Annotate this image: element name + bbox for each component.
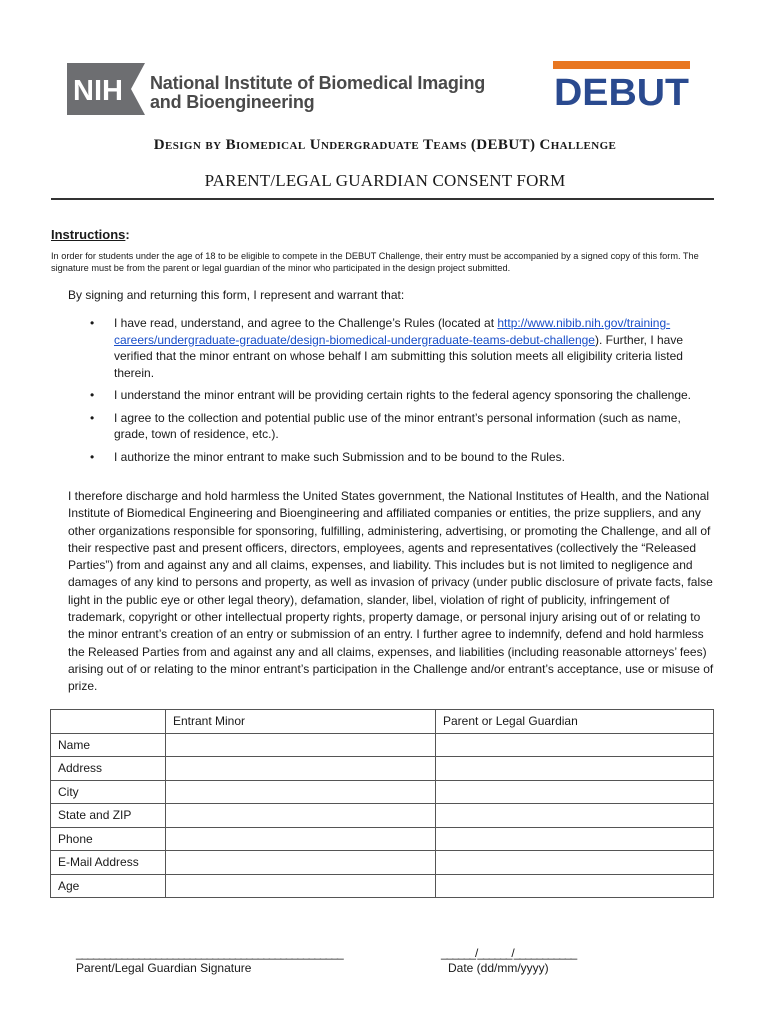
instructions-heading (51, 227, 130, 242)
guardian-city-field[interactable] (436, 780, 714, 804)
list-item-text: I understand the minor entrant will be providing certain rights to the federal agency sponsoring the challenge. (114, 388, 692, 402)
signature-label: Parent/Legal Guardian Signature (76, 961, 252, 975)
table-header-row (51, 710, 714, 734)
guardian-email-field[interactable] (436, 851, 714, 875)
form-subtitle: PARENT/LEGAL GUARDIAN CONSENT FORM (204, 171, 566, 190)
guardian-name-field[interactable] (436, 733, 714, 757)
instructions-text: In order for students under the age of 18 to be eligible to compete in the DEBUT Challenge, their entry must be accompanied by a signed copy of this form. The signature must be from the parent or legal guardian of the minor who participated in the design project submitted. (51, 251, 699, 273)
bullet-icon: • (90, 410, 95, 425)
entrant-info-table (50, 709, 714, 898)
debut-logo-text: DEBUT (554, 72, 689, 107)
institute-name (150, 74, 485, 112)
guardian-address-field[interactable] (436, 757, 714, 781)
bullet-icon: • (90, 316, 95, 330)
debut-logo (553, 61, 690, 107)
entrant-email-field[interactable] (166, 851, 436, 875)
release-paragraph: I therefore discharge and hold harmless the United States government, the National Institutes of Health, and the National Institute of Biomedical Engineering and Bioengineering and affiliated companies or entities, the prize suppliers, and any other organizations responsible for sponsoring, fulfilling, administering, advertising, or promoting the Challenge, and all of their respective past and present officers, directors, employees, agents and representatives (collectively the “Released Parties”) from and against any and all claims, expenses, and liability. This includes but is not limited to negligence and damages of any kind to persons and property, as well as invasion of privacy (under public disclosure of private facts, false light in the public eye or other legal theory), defamation, slander, libel, violation of right of publicity, infringement of trademark, copyright or other intellectual property rights, property damage, or personal injury arising out of or relating to the minor entrant’s creation of an entry or submission of an entry. I further agree to indemnify, defend and hold harmless the Released Parties from and against any and all claims, expenses, and liabilities (including reasonable attorneys’ fees) arising out of or relating to the minor entrant’s participation in the Challenge and/or entrant’s acceptance, use or misuse of prize. (68, 489, 714, 694)
list-item-text: I authorize the minor entrant to make such Submission and to be bound to the Rules. (114, 449, 565, 464)
list-item-text: I agree to the collection and potential public use of the minor entrant’s personal information (such as name, grade, town of residence, etc.). (114, 410, 681, 441)
row-label: State and ZIP (51, 804, 166, 828)
table-row (51, 757, 714, 781)
date-line[interactable]: ______/______/___________ (441, 946, 577, 960)
list-item (68, 449, 718, 466)
guardian-age-field[interactable] (436, 874, 714, 898)
table-row (51, 780, 714, 804)
guardian-state-zip-field[interactable] (436, 804, 714, 828)
signature-line[interactable]: _______________________________________________ (76, 946, 343, 960)
nih-logo (67, 63, 145, 115)
institute-name-line2: and Bioengineering (150, 92, 315, 112)
instructions-heading-label: Instructions (51, 227, 126, 242)
list-item (68, 315, 718, 381)
institute-name-line1: National Institute of Biomedical Imaging (150, 73, 486, 93)
row-label: City (51, 780, 166, 804)
table-corner-cell (51, 710, 166, 734)
nih-logo-text: NIH (73, 75, 123, 107)
warranty-list (68, 315, 718, 471)
list-item-text: ). Further, I have verified that the minor entrant on whose behalf I am submitting this solution meets all eligibility criteria listed therein. (114, 332, 684, 380)
instructions-heading-colon: : (125, 227, 130, 242)
entrant-state-zip-field[interactable] (166, 804, 436, 828)
letterhead (0, 0, 770, 120)
representation-lead: By signing and returning this form, I represent and warrant that: (68, 288, 405, 302)
form-title: Design by Biomedical Undergraduate Teams (DEBUT) Challenge (153, 137, 617, 153)
column-header-entrant: Entrant Minor (166, 710, 436, 734)
entrant-phone-field[interactable] (166, 827, 436, 851)
row-label: Name (51, 733, 166, 757)
table-row (51, 851, 714, 875)
entrant-name-field[interactable] (166, 733, 436, 757)
table-row (51, 827, 714, 851)
table-row (51, 874, 714, 898)
entrant-city-field[interactable] (166, 780, 436, 804)
guardian-phone-field[interactable] (436, 827, 714, 851)
row-label: E-Mail Address (51, 851, 166, 875)
title-divider (51, 198, 714, 200)
date-label: Date (dd/mm/yyyy) (448, 961, 549, 975)
table-row (51, 804, 714, 828)
bullet-icon: • (90, 388, 95, 402)
list-item-text: I have read, understand, and agree to the Challenge’s Rules (located at (114, 316, 498, 330)
row-label: Address (51, 757, 166, 781)
entrant-address-field[interactable] (166, 757, 436, 781)
list-item (68, 387, 718, 404)
table-row (51, 733, 714, 757)
rules-link[interactable]: http://www.nibib.nih.gov/training-careers/undergraduate-graduate/design-biomedical-undergraduate-teams-debut-challenge (114, 316, 671, 347)
bullet-icon: • (90, 449, 95, 464)
row-label: Phone (51, 827, 166, 851)
row-label: Age (51, 874, 166, 898)
entrant-age-field[interactable] (166, 874, 436, 898)
column-header-guardian: Parent or Legal Guardian (436, 710, 714, 734)
list-item (68, 410, 718, 443)
